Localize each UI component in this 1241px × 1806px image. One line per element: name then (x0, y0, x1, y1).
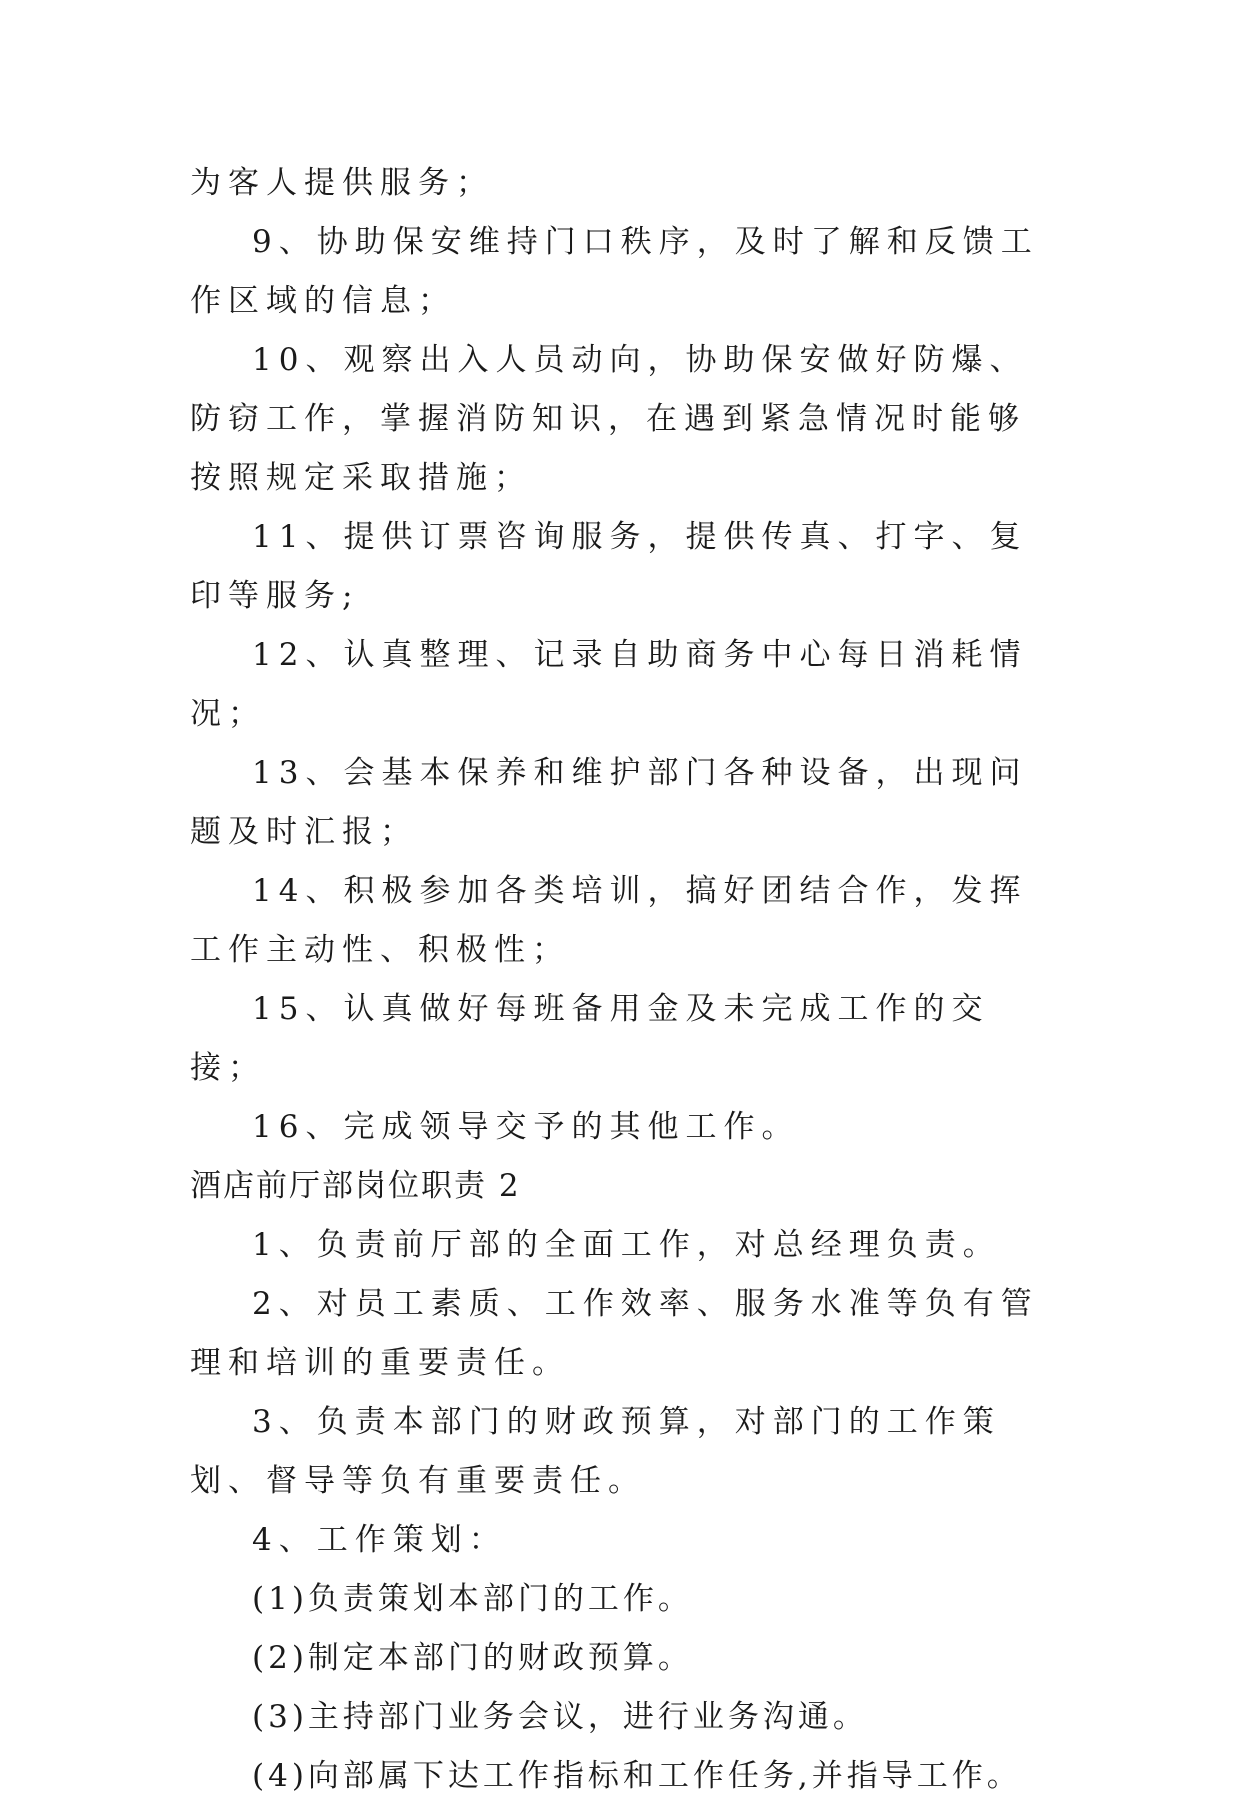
paragraph-item-15: 15、认真做好每班备用金及未完成工作的交接； (190, 991, 990, 1086)
paragraph-item-10: 10、观察出入人员动向，协助保安做好防爆、防窃工作，掌握消防知识，在遇到紧急情况时能够按照规定采取措施； (190, 342, 1028, 496)
sub-item-3: (3)主持部门业务会议，进行业务沟通。 (252, 1699, 868, 1735)
sub-item-2: (2)制定本部门的财政预算。 (252, 1640, 693, 1676)
paragraph-item-16: 16、完成领导交予的其他工作。 (252, 1109, 800, 1145)
duty-item-4: 4、工作策划： (252, 1522, 507, 1558)
paragraph-item-11: 11、提供订票咨询服务，提供传真、打字、复印等服务; (190, 519, 1028, 614)
duty-item-2: 2、对员工素质、工作效率、服务水准等负有管理和培训的重要责任。 (190, 1286, 1039, 1381)
document-body (190, 154, 1052, 1806)
paragraph-item-13: 13、会基本保养和维护部门各种设备，出现问题及时汇报； (190, 755, 1028, 850)
duty-item-3: 3、负责本部门的财政预算，对部门的工作策划、督导等负有重要责任。 (190, 1404, 1001, 1499)
sub-item-4: (4)向部属下达工作指标和工作任务,并指导工作。 (252, 1758, 1022, 1794)
paragraph-item-9: 9、协助保安维持门口秩序，及时了解和反馈工作区域的信息； (190, 224, 1039, 319)
sub-item-1: (1)负责策划本部门的工作。 (252, 1581, 693, 1617)
paragraph-item-12: 12、认真整理、记录自助商务中心每日消耗情况； (190, 637, 1028, 732)
section-title: 酒店前厅部岗位职责 2 (190, 1168, 521, 1204)
duty-item-1: 1、负责前厅部的全面工作，对总经理负责。 (252, 1227, 1001, 1263)
paragraph-continuation: 为客人提供服务； (190, 165, 494, 201)
paragraph-item-14: 14、积极参加各类培训，搞好团结合作，发挥工作主动性、积极性； (190, 873, 1028, 968)
